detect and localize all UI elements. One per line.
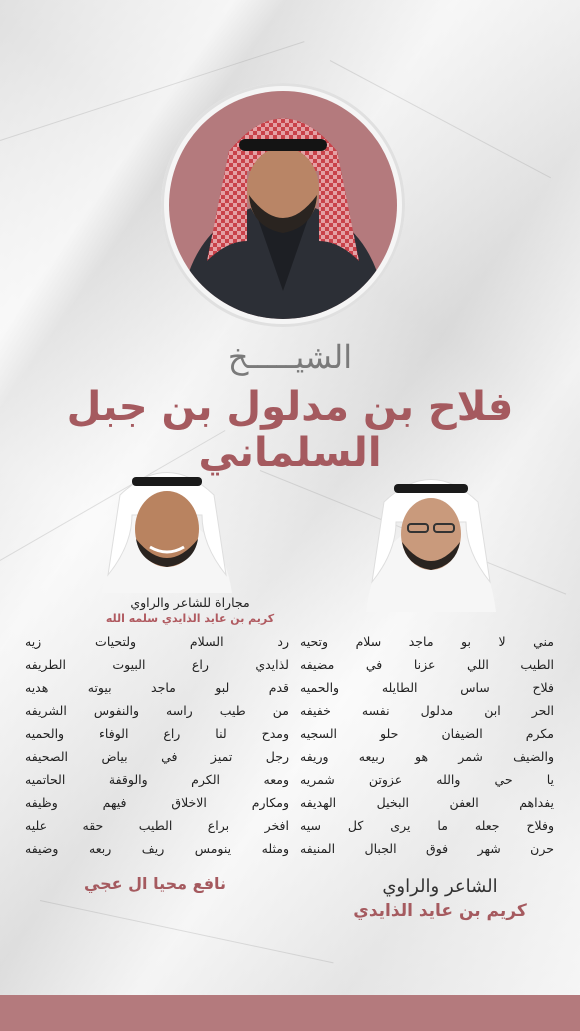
poet-right-photo (356, 462, 506, 612)
author-right-role: الشاعر والراوي (382, 876, 498, 897)
honorific-title: الشيـــــخ (227, 338, 353, 376)
footer-bar (0, 995, 580, 1031)
author-right (325, 876, 555, 921)
poem-line: وفلاح جعله ما يرى كل سيه (300, 818, 554, 833)
sheikh-portrait (169, 91, 397, 319)
dedication-line1: مجاراة للشاعر والراوي (130, 595, 250, 610)
poem-line: الطيب اللي عزنا في مضيفه (300, 657, 554, 672)
poem-right (300, 630, 554, 860)
dedication (85, 595, 295, 625)
poem-line: من طيب راسه والنفوس الشريفه (25, 703, 289, 718)
poem-line: مني لا بو ماجد سلام وتحيه (300, 634, 554, 649)
poem-line: ومكارم الاخلاق فيهم وظيفه (25, 795, 289, 810)
poem-line: رجل تميز في بياض الصحيفه (25, 749, 289, 764)
author-left-name: نافع محيا ال عجي (83, 874, 227, 893)
poem-line: يفداهم العفن البخيل الهديفه (300, 795, 554, 810)
poem-left (25, 630, 289, 860)
author-right-name: كريم بن عايد الذايدي (353, 901, 527, 921)
poet-left-photo (92, 455, 242, 593)
poem-line: افخر براع الطيب حقه عليه (25, 818, 289, 833)
poem-line: مكرم الضيفان حلو السجيه (300, 726, 554, 741)
poem-line: ومثله ينومس ريف ربعه وضيفه (25, 841, 289, 856)
sheikh-name: فلاح بن مدلول بن جبل السلماني (66, 384, 514, 476)
poem-line: قدم لبو ماجد بيوته هديه (25, 680, 289, 695)
poem-line: ومعه الكرم والوقفة الحاتميه (25, 772, 289, 787)
poem-line: والضيف شمر هو ربيعه وريفه (300, 749, 554, 764)
poem-line: رد السلام ولتحيات زيه (25, 634, 289, 649)
poem-line: يا حي والله عزوتن شمريه (300, 772, 554, 787)
poem-line: لذايدي راع البيوت الطريفه (25, 657, 289, 672)
poem-line: الحر ابن مدلول نفسه خفيفه (300, 703, 554, 718)
poem-line: ومدح لنا راع الوفاء والحميه (25, 726, 289, 741)
dedication-line2: كريم بن عايد الذايدي سلمه الله (105, 612, 275, 625)
poem-line: فلاح ساس الطايله والحميه (300, 680, 554, 695)
poem-line: حرن شهر فوق الجبال المنيفه (300, 841, 554, 856)
